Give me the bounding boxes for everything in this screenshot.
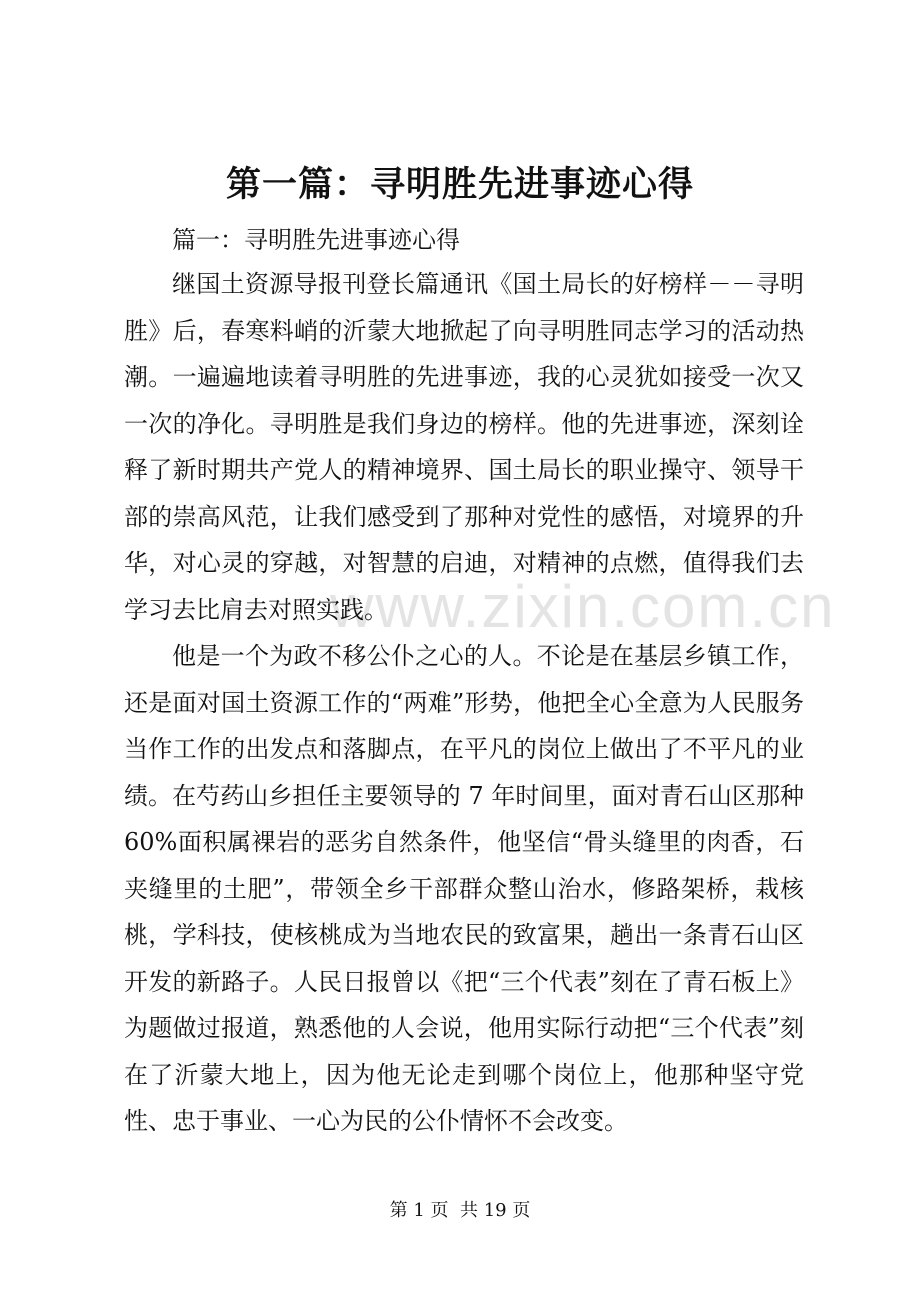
paragraph-2: 他是一个为政不移公仆之心的人。不论是在基层乡镇工作，还是面对国土资源工作的“两难”形势，他把全心全意为人民服务当作工作的出发点和落脚点，在平凡的岗位上做出了不平凡的业绩。在芍药山乡担任主要领导的 7 年时间里，面对青石山区那种 60%面积属裸岩的恶劣自然条件，他坚信“骨头缝里的肉香，石夹缝里的土肥”，带领全乡干部群众整山治水，修路架桥，栽核桃，学科技，使核桃成为当地农民的致富果，趟出一条青石山区开发的新路子。人民日报曾以《把“三个代表”刻在了青石板上》为题做过报道，熟悉他的人会说，他用实际行动把“三个代表”刻在了沂蒙大地上，因为他无论走到哪个岗位上，他那种坚守党性、忠于事业、一心为民的公仆情怀不会改变。 xyxy=(124,642,804,1135)
document-title: 第一篇：寻明胜先进事迹心得 xyxy=(225,164,694,205)
paragraph-1: 继国土资源导报刊登长篇通讯《国土局长的好榜样－－寻明胜》后，春寒料峭的沂蒙大地掀起了向寻明胜同志学习的活动热潮。一遍遍地读着寻明胜的先进事迹，我的心灵犹如接受一次又一次的净化。寻明胜是我们身边的榜样。他的先进事迹，深刻诠释了新时期共产党人的精神境界、国土局长的职业操守、领导干部的崇高风范，让我们感受到了那种对党性的感悟，对境界的升华，对心灵的穿越，对智慧的启迪，对精神的点燃，值得我们去学习去比肩去对照实践。 xyxy=(124,270,804,624)
document-subtitle: 篇一：寻明胜先进事迹心得 xyxy=(172,226,460,254)
page-footer: 第 1 页 共 19 页 xyxy=(389,1200,531,1221)
watermark: www.zixin.com.cn xyxy=(330,573,836,640)
